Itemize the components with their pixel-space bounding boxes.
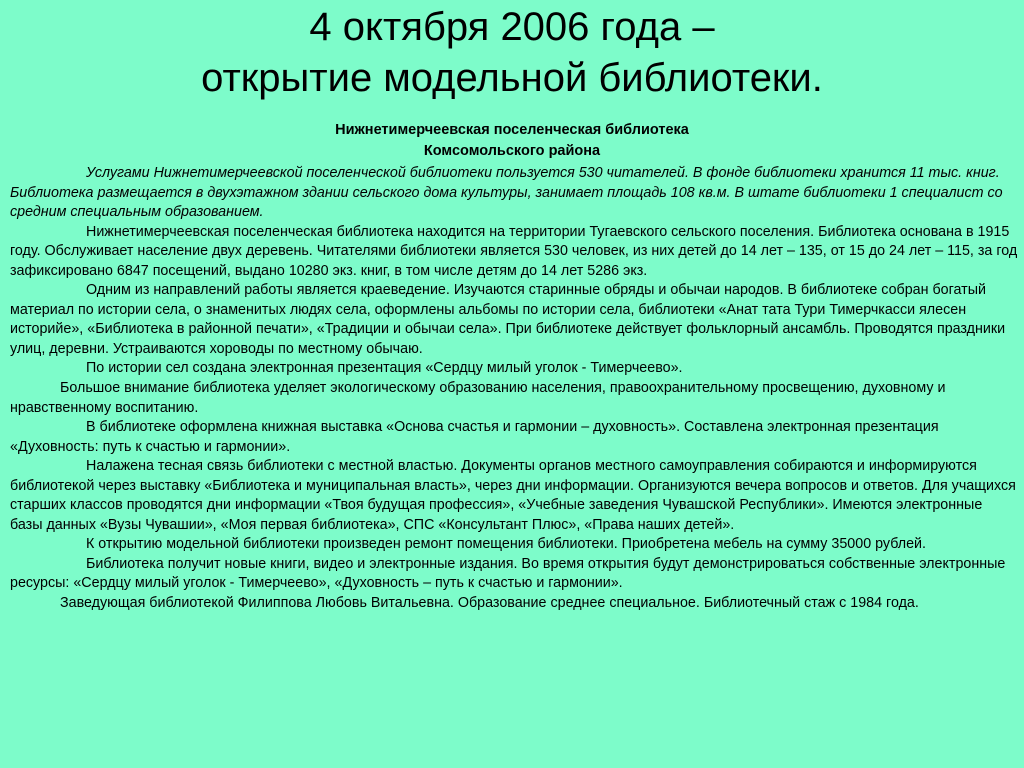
paragraph-local-authority: Налажена тесная связь библиотеки с местной властью. Документы органов местного самоуправления собираются и информируются библиотекой через выставку «Библиотека и муниципальная власть», через дни информации. Организуются вечера вопросов и ответов. Для учащихся старших классов проводятся дни информации «Твоя будущая профессия», «Учебные заведения Чувашской Республики». Имеются электронные базы данных «Вузы Чувашии», «Моя первая библиотека», СПС «Консультант Плюс», «Права наших детей». — [10, 458, 1016, 533]
library-heading-line-1: Нижнетимерчеевская поселенческая библиотека — [335, 122, 689, 138]
paragraph-education: Большое внимание библиотека уделяет экологическому образованию населения, правоохранительному просвещению, духовному и нравственному воспитанию. — [10, 380, 946, 416]
paragraph-exhibition: В библиотеке оформлена книжная выставка «Основа счастья и гармонии – духовность». Составлена электронная презентация «Духовность: путь к счастью и гармонии». — [10, 419, 939, 455]
paragraph-local-history: Одним из направлений работы является краеведение. Изучаются старинные обряды и обычаи народов. В библиотеке собран богатый материал по истории села, о знаменитых людях села, оформлены альбомы по истории села, библиотеки «Анат тата Тури Тимерчкасси ялесен историйе», «Библиотека в районной печати», «Традиции и обычаи села». При библиотеке действует фольклорный ансамбль. Проводятся праздники улиц, деревни. Устраиваются хороводы по местному обычаю. — [10, 282, 1006, 357]
library-heading — [0, 120, 1024, 162]
paragraph-renovation: К открытию модельной библиотеки произведен ремонт помещения библиотеки. Приобретена мебель на сумму 35000 рублей. — [86, 536, 927, 553]
paragraph-readers-and-fund: Услугами Нижнетимерчеевской поселенческой библиотеки пользуется 530 читателей. В фонде библиотеки хранится 11 тыс. книг. Библиотека размещается в двухэтажном здании сельского дома культуры, занимает площадь 108 кв.м. В штате библиотеки 1 специалист со средним специальным образованием. — [10, 165, 1003, 221]
library-heading-line-2: Комсомольского района — [423, 143, 601, 159]
paragraph-head-librarian: Заведующая библиотекой Филиппова Любовь Витальевна. Образование среднее специальное. Библиотечный стаж с 1984 года. — [60, 595, 919, 612]
slide-title — [0, 2, 1024, 104]
paragraph-new-materials: Библиотека получит новые книги, видео и электронные издания. Во время открытия будут демонстрироваться собственные электронные ресурсы: «Сердцу милый уголок - Тимерчеево», «Духовность – путь к счастью и гармонии». — [10, 555, 1006, 592]
body-text — [10, 164, 1018, 614]
slide-title-line-1: 4 октября 2006 года – — [309, 5, 715, 49]
paragraph-presentation: По истории сел создана электронная презентация «Сердцу милый уголок - Тимерчеево». — [86, 360, 683, 377]
paragraph-history-and-stats: Нижнетимерчеевская поселенческая библиотека находится на территории Тугаевского сельского поселения. Библиотека основана в 1915 году. Обслуживает население двух деревень. Читателями библиотеки является 530 человек, из них детей до 14 лет – 135, от 15 до 24 лет – 115, за год зафиксировано 6847 посещений, выдано 10280 экз. книг, в том числе детям до 14 лет 5286 экз. — [10, 223, 1018, 279]
slide-title-line-2: открытие модельной библиотеки. — [201, 56, 823, 100]
